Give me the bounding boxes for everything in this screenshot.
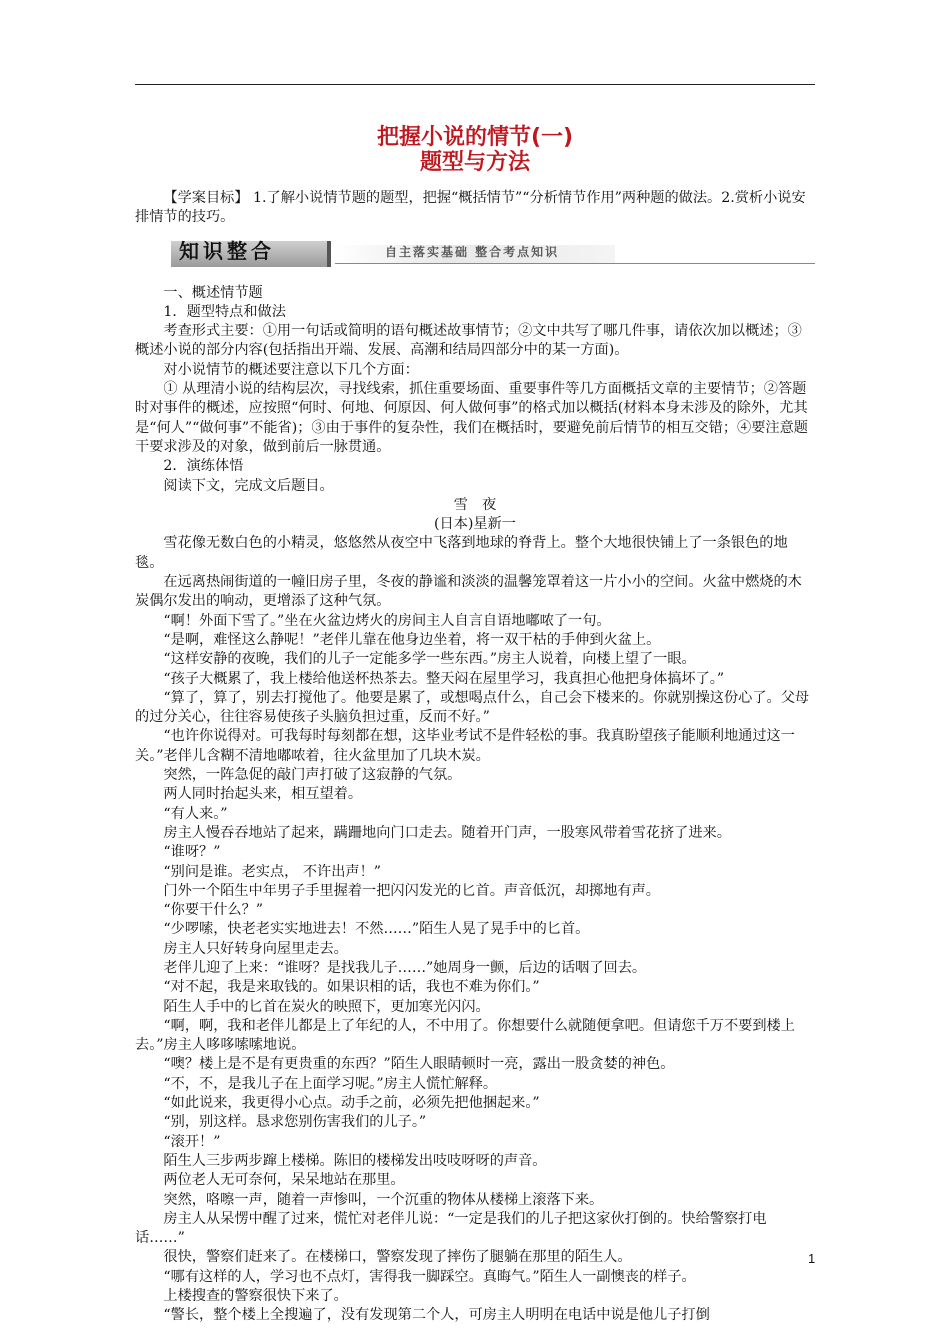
banner-subtitle: 自主落实基础 整合考点知识 (385, 244, 560, 259)
banner-label: 知识整合 (179, 238, 275, 263)
learning-goal: 【学案目标】 1.了解小说情节题的题型，把握“概括情节”“分析情节作用”两种题的做法。2.赏析小说安排情节的技巧。 (135, 190, 806, 226)
paragraph: “算了，算了，别去打搅他了。他要是累了，或想喝点什么，自己会下楼来的。你就别操这份心了。父母的过分关心，往往容易使孩子头脑负担过重，反而不好。” (135, 689, 810, 726)
paragraph: 上楼搜查的警察很快下来了。 (163, 1288, 348, 1305)
paragraph: 雪花像无数白色的小精灵，悠悠然从夜空中飞落到地球的脊背上。整个大地很快铺上了一条银色的地毯。 (135, 535, 788, 571)
paragraph: 陌生人手中的匕首在炭火的映照下，更加寒光闪闪。 (163, 998, 490, 1015)
paragraph: “哪有这样的人，学习也不点灯，害得我一脚踩空。真晦气。”陌生人一副懊丧的样子。 (163, 1268, 696, 1285)
paragraph: “是啊，难怪这么静呢！”老伴儿靠在他身边坐着，将一双干枯的手伸到火盆上。 (163, 631, 661, 648)
paragraph: 两位老人无可奈何，呆呆地站在那里。 (163, 1172, 405, 1189)
paragraph-list (135, 284, 815, 1326)
paragraph: “谁呀？” (163, 844, 221, 861)
paragraph: 阅读下文，完成文后题目。 (163, 477, 334, 494)
page-subtitle: 题型与方法 (419, 150, 530, 175)
paragraph: “孩子大概累了，我上楼给他送杯热茶去。整天闷在屋里学习，我真担心他把身体搞坏了。” (163, 670, 725, 687)
paragraph: 在远离热闹街道的一幢旧房子里，冬夜的静谧和淡淡的温馨笼罩着这一片小小的空间。火盆中燃烧的木炭偶尔发出的响动，更增添了这种气氛。 (135, 574, 802, 610)
paragraph: “少啰嗦，快老老实实地进去！不然……”陌生人晃了晃手中的匕首。 (163, 921, 590, 938)
paragraph: 考查形式主要：①用一句话或简明的语句概述故事情节；②文中共写了哪几件事，请依次加以概述；③概述小说的部分内容(包括指出开端、发展、高潮和结局四部分中的某一方面)。 (135, 323, 802, 359)
paragraph: “不，不，是我儿子在上面学习呢。”房主人慌忙解释。 (163, 1075, 498, 1092)
banner-tag (171, 238, 331, 267)
paragraph: 房主人只好转身向屋里走去。 (163, 940, 348, 957)
paragraph: 一、概述情节题 (163, 284, 263, 301)
paragraph: “噢？楼上是不是有更贵重的东西？”陌生人眼睛顿时一亮，露出一股贪婪的神色。 (163, 1056, 675, 1073)
paragraph: “对不起，我是来取钱的。如果识相的话，我也不难为你们。” (163, 979, 540, 996)
paragraph: “别，别这样。恳求您别伤害我们的儿子。” (163, 1114, 427, 1131)
paragraph: “警长，整个楼上全搜遍了，没有发现第二个人，可房主人明明在电话中说是他儿子打倒 (163, 1307, 710, 1324)
paragraph: “这样安静的夜晚，我们的儿子一定能多学一些东西。”房主人说着，向楼上望了一眼。 (163, 651, 696, 668)
paragraph: 2．演练体悟 (163, 458, 244, 475)
paragraph: “啊！外面下雪了。”坐在火盆边烤火的房间主人自言自语地嘟哝了一句。 (163, 612, 611, 629)
paragraph: (日本)星新一 (433, 516, 516, 533)
paragraph: “有人来。” (163, 805, 228, 822)
banner-underline (335, 263, 815, 264)
paragraph: 很快，警察们赶来了。在楼梯口，警察发现了摔伤了腿躺在那里的陌生人。 (163, 1249, 632, 1266)
paragraph: 1．题型特点和做法 (163, 303, 286, 320)
page-title: 把握小说的情节(一) (376, 125, 574, 150)
paragraph: 雪 夜 (453, 496, 497, 513)
paragraph: “也许你说得对。可我每时每刻都在想，这毕业考试不是件轻松的事。我真盼望孩子能顺利地通过这一关。”老伴儿含糊不清地嘟哝着，往火盆里加了几块木炭。 (135, 728, 795, 764)
paragraph: 房主人慢吞吞地站了起来，蹒跚地向门口走去。随着开门声，一股寒风带着雪花挤了进来。 (163, 824, 731, 841)
page-number: 1 (808, 1251, 816, 1266)
paragraph: “啊，啊，我和老伴儿都是上了年纪的人，不中用了。你想要什么就随便拿吧。但请您千万不要到楼上去。”房主人哆哆嗦嗦地说。 (135, 1017, 795, 1054)
paragraph: 门外一个陌生中年男子手里握着一把闪闪发光的匕首。声音低沉，却掷地有声。 (163, 882, 660, 899)
section-banner (135, 235, 815, 275)
paragraph: 对小说情节的概述要注意以下几个方面： (163, 361, 419, 378)
paragraph: “你要干什么？” (163, 902, 264, 919)
paragraph: 陌生人三步两步蹿上楼梯。陈旧的楼梯发出吱吱呀呀的声音。 (163, 1152, 547, 1169)
paragraph: 突然，一阵急促的敲门声打破了这寂静的气氛。 (163, 767, 462, 784)
title-block (135, 125, 815, 175)
paragraph: 突然，咯嚓一声，随着一声惨叫，一个沉重的物体从楼梯上滚落下来。 (163, 1191, 604, 1208)
paragraph: 两人同时抬起头来，相互望着。 (163, 786, 363, 803)
paragraph: 房主人从呆愣中醒了过来，慌忙对老伴儿说：“一定是我们的儿子把这家伙打倒的。快给警察打电话……” (135, 1210, 767, 1247)
paragraph: “如此说来，我更得小心点。动手之前，必须先把他捆起来。” (163, 1095, 540, 1112)
paragraph: 老伴儿迎了上来：“谁呀？是找我儿子……”她周身一颤，后边的话咽了回去。 (163, 959, 647, 976)
paragraph: “滚开！” (163, 1133, 221, 1150)
paragraph: “别问是谁。老实点， 不许出声！” (163, 863, 382, 880)
document-body (135, 189, 815, 1326)
paragraph: ① 从理清小说的结构层次，寻找线索，抓住重要场面、重要事件等几方面概括文章的主要情节；②答题时对事件的概述，应按照“何时、何地、何原因、何人做何事”的格式加以概括(材料本身未涉及的除外，尤其是“何人”“做何事”不能省)；③由于事件的复杂性，我们在概括时，要避免前后情节的相互交错；④要注意题干要求涉及的对象，做到前后一脉贯通。 (135, 381, 808, 455)
header-rule (135, 84, 815, 85)
